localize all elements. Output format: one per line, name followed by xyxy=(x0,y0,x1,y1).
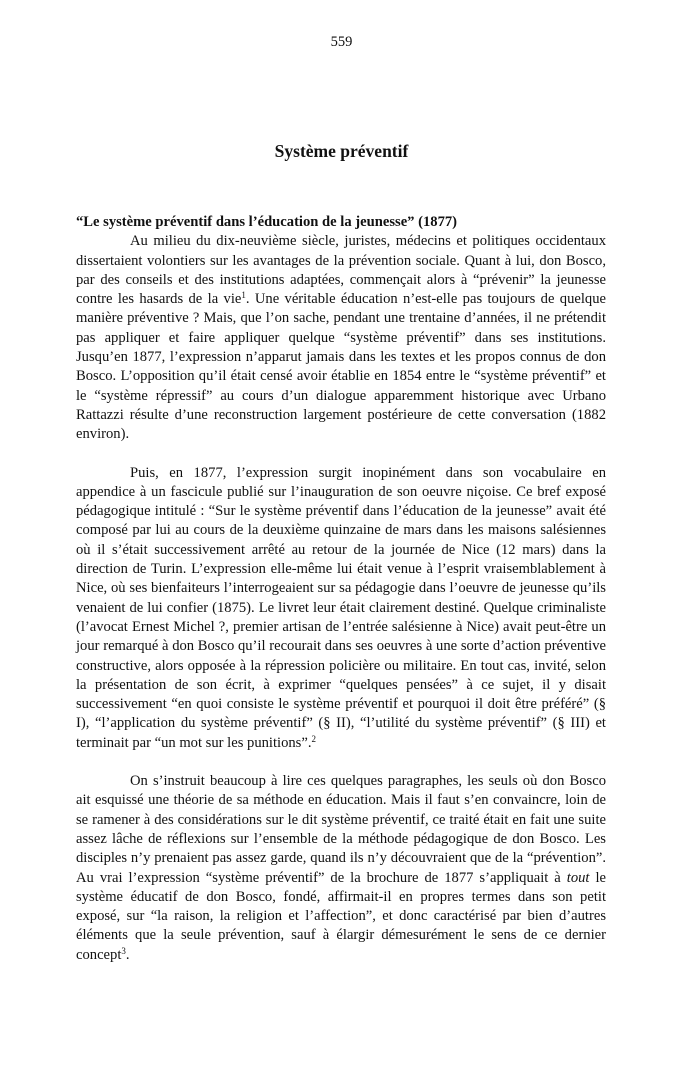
footnote-ref-2: 2 xyxy=(311,733,316,744)
paragraph-3-text-b: le système éducatif de don Bosco, fondé, affirmait-il en propres termes dans son petit exposé, sur “la raison, la religion et l’affection”, et donc caractérisé par bien d’autres éléments que la seule prévention, sauf à élargir démesurément le sens de ce dernier concept xyxy=(76,869,606,963)
section-heading: “Le système préventif dans l’éducation de la jeunesse” (1877) xyxy=(76,214,458,230)
paragraph-3-text-c: . xyxy=(125,946,130,963)
chapter-title: Système préventif xyxy=(274,141,409,161)
body-text xyxy=(76,213,606,965)
paragraph-2 xyxy=(76,464,606,753)
page-number: 559 xyxy=(330,34,353,50)
paragraph-1-text-b: . Une véritable éducation n’est-elle pas toujours de quelque manière préventive ? Mais, que l’on sache, pendant une trentaine d’années, il ne prétendit pas appliquer et faire appliquer quelque “système préventif” dans ses institutions. Jusqu’en 1877, l’expression n’apparut jamais dans les textes et les propos connus de don Bosco. L’opposition qu’il était censé avoir établie en 1854 entre le “système préventif” et le “système répressif” au cours d’un dialogue apparemment historique avec Urbano Rattazzi résulte d’une reconstruction largement postérieure de cette conversation (1882 environ). xyxy=(76,291,606,443)
paragraph-2-text: Puis, en 1877, l’expression surgit inopinément dans son vocabulaire en appendice à un fascicule publié sur l’inauguration de son oeuvre niçoise. Ce bref exposé pédagogique intitulé : “Sur le système préventif dans l’éducation de la jeunesse” avait été composé par lui au cours de la deuxième quinzaine de mars dans les maisons salésiennes où il s’était successivement arrêté au retour de la journée de Nice (12 mars) dans la direction de Turin. L’expression elle-même lui était venue à l’esprit vraisemblablement à Nice, où ses bienfaiteurs l’interrogeaient sur sa pédagogie dans l’oeuvre de jeunesse qu’ils venaient de lui confier (1875). Le livret leur était clairement destiné. Quelque criminaliste (l’avocat Ernest Michel ?, premier artisan de l’entrée salésienne à Nice) avait peut-être un jour remarqué à don Bosco qu’il recourait dans ses oeuvres à une sorte d’action préventive constructive, alors opposée à la répression policière ou militaire. En tout cas, invité, selon la présentation de son écrit, à exprimer “quelques pensées” à ce sujet, il y disait successivement “en quoi consiste le système préventif et pourquoi il doit être préféré” (§ I), “l’application du système préventif” (§ II), “l’utilité du système préventif” (§ III) et terminait par “un mot sur les punitions”. xyxy=(76,464,606,751)
paragraph-3-italic: tout xyxy=(566,869,590,886)
footnote-ref-1: 1 xyxy=(241,290,246,301)
paragraph-3-text-a: On s’instruit beaucoup à lire ces quelques paragraphes, les seuls où don Bosco ait esquissé une théorie de sa méthode en éducation. Mais il faut s’en convaincre, loin de se ramener à des considérations sur le dit système préventif, ce traité était en fait une suite assez lâche de réflexions sur l’ensemble de la méthode pédagogique de don Bosco. Les disciples n’y prenaient pas assez garde, quand ils n’y découvraient que de la “prévention”. Au vrai l’expression “système préventif” de la brochure de 1877 s’appliquait à xyxy=(76,773,606,886)
paragraph-1 xyxy=(76,232,606,444)
paragraph-3 xyxy=(76,772,606,965)
footnote-ref-3: 3 xyxy=(121,945,126,956)
paragraph-1-text-a: Au milieu du dix-neuvième siècle, juristes, médecins et politiques occidentaux dissertaient volontiers sur les avantages de la prévention sociale. Quant à lui, don Bosco, par des conseils et des institutions adaptées, commençait alors à “prévenir” la jeunesse contre les hasards de la vie xyxy=(76,233,606,308)
